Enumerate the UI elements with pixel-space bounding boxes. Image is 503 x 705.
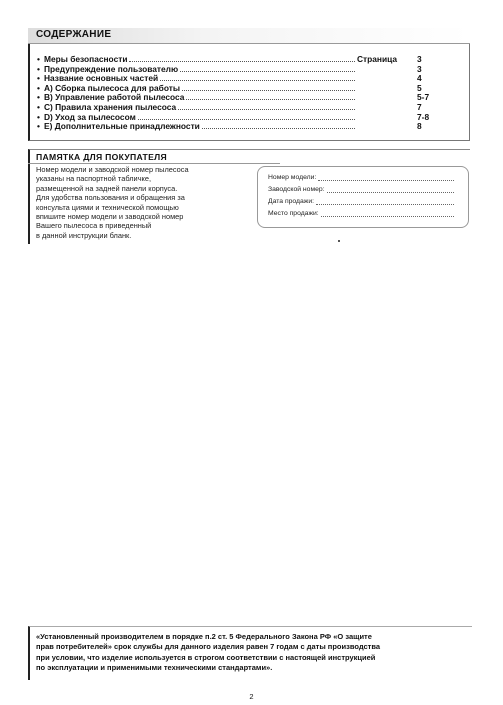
- model-field: Номер модели:: [268, 174, 454, 181]
- scan-mark: [338, 240, 340, 242]
- page-number: 2: [249, 692, 254, 701]
- toc-item: • B) Управление работой пылесоса 5-7: [37, 92, 430, 103]
- page-word: Страница: [357, 54, 398, 64]
- serial-field: Заводской номер:: [268, 186, 454, 193]
- memo-text: Номер модели и заводской номер пылесоса указаны на паспортной табличке, размещенной на задней панели корпуса. Для удобства пользования и обращения за консульта циями и технической помощью впишите номер модели и заводской номер Вашего пылесоса в приведенный в данной инструкции бланк.: [36, 165, 189, 240]
- toc-item: • Меры безопасности Страница 3: [37, 54, 422, 64]
- toc-title: СОДЕРЖАНИЕ: [36, 29, 112, 40]
- toc-item: • A) Сборка пылесоса для работы 5: [37, 82, 422, 93]
- law-notice: «Установленный производителем в порядке п.2 ст. 5 Федерального Закона РФ «О защите прав потребителей» срок службы для данного изделия равен 7 годам с даты производства при условии, что изделие используется в строгом соответствии с настоящей инструкцией по эксплуатации и применимыми техническими стандартами».: [36, 632, 381, 673]
- toc-item: • Название основных частей 4: [37, 73, 422, 84]
- toc-item: • D) Уход за пылесосом 7-8: [37, 111, 430, 122]
- toc-item: • E) Дополнительные принадлежности 8: [37, 121, 422, 132]
- sale-place-field: Место продажи:: [268, 210, 454, 217]
- divider: [28, 163, 280, 164]
- toc-item: • Предупреждение пользователю 3: [37, 63, 422, 74]
- toc-list: [37, 54, 437, 131]
- toc-item: • C) Правила хранения пылесоса 7: [37, 101, 422, 112]
- sale-date-field: Дата продажи:: [268, 198, 454, 205]
- toc-header: [28, 28, 470, 44]
- memo-title: ПАМЯТКА ДЛЯ ПОКУПАТЕЛЯ: [36, 152, 167, 162]
